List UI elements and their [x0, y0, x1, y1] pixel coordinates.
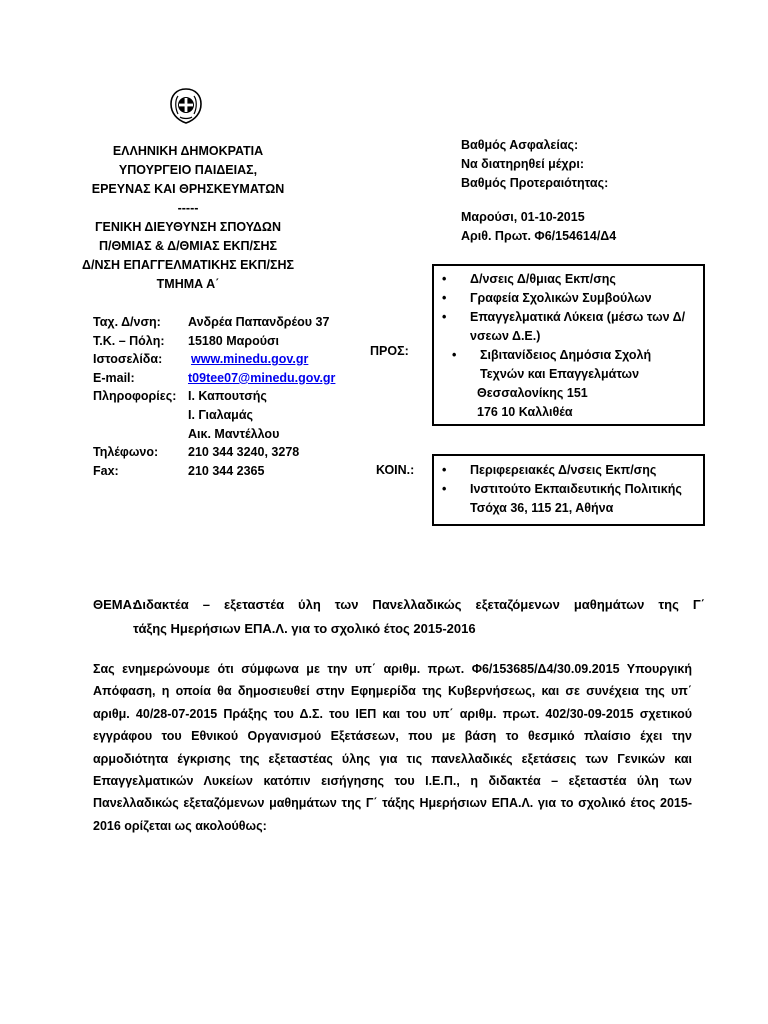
authority-line: Π/ΘΜΙΑΣ & Δ/ΘΜΙΑΣ ΕΚΠ/ΣΗΣ [98, 239, 278, 253]
contact-value: Ι. Καπουτσής [188, 389, 267, 404]
authority-line: ΕΛΛΗΝΙΚΗ ΔΗΜΟΚΡΑΤΙΑ [112, 144, 264, 158]
place-date: Μαρούσι, 01-10-2015 [461, 210, 585, 224]
issuing-authority [60, 142, 316, 294]
greek-coat-of-arms-icon [166, 86, 206, 126]
contact-value: 210 344 3240, 3278 [188, 445, 300, 460]
security-level: Βαθμός Ασφαλείας: [461, 138, 579, 152]
contact-label: Ιστοσελίδα: [93, 352, 163, 367]
contact-label: Τ.Κ. – Πόλη: [93, 333, 165, 348]
contact-label: Ταχ. Δ/νση: [93, 315, 161, 329]
contact-value: Ανδρέα Παπανδρέου 37 [188, 315, 330, 329]
subject-label: ΘΕΜΑ: [93, 597, 137, 612]
contact-value: 15180 Μαρούσι [188, 333, 279, 348]
contact-value: 210 344 2365 [188, 463, 265, 478]
recipients-box [432, 264, 705, 426]
authority-line: ΤΜΗΜΑ Α΄ [156, 277, 220, 291]
cc-label: ΚΟΙΝ.: [376, 463, 415, 477]
bullet-icon: • [442, 310, 447, 324]
contact-value: Αικ. Μαντέλλου [188, 426, 280, 441]
authority-line: ΥΠΟΥΡΓΕΙΟ ΠΑΙΔΕΙΑΣ, [118, 163, 258, 177]
recipient-item: • Γραφεία Σχολικών Συμβούλων [442, 289, 697, 308]
contact-label: Τηλέφωνο: [93, 445, 159, 460]
security-classification [461, 136, 608, 193]
recipient-item: • Δ/νσεις Δ/θμιας Εκπ/σης [442, 270, 697, 289]
contact-value: Ι. Γιαλαμάς [188, 407, 254, 422]
email-link[interactable]: t09tee07@minedu.gov.gr [188, 370, 336, 385]
bullet-icon: • [442, 291, 447, 305]
contact-label: Fax: [93, 463, 119, 478]
bullet-icon: • [442, 482, 447, 496]
authority-line: ΕΡΕΥΝΑΣ ΚΑΙ ΘΡΗΣΚΕΥΜΑΤΩΝ [91, 182, 285, 196]
cc-box [432, 454, 705, 526]
date-protocol [461, 208, 616, 246]
authority-line: ΓΕΝΙΚΗ ΔΙΕΥΘΥΝΣΗ ΣΠΟΥΔΩΝ [95, 220, 281, 234]
recipient-item: • Επαγγελματικά Λύκεια (μέσω των Δ/νσεων Δ.Ε.) [442, 310, 686, 343]
bullet-icon: • [442, 463, 447, 477]
subject-line-2: τάξης Ημερήσιων ΕΠΑ.Λ. για το σχολικό έτος 2015-2016 [133, 621, 476, 636]
subject [93, 593, 705, 641]
priority-level: Βαθμός Προτεραιότητας: [461, 176, 609, 190]
to-label: ΠΡΟΣ: [370, 344, 409, 358]
cc-item: • Περιφερειακές Δ/νσεις Εκπ/σης [442, 461, 697, 480]
protocol-number: Αριθ. Πρωτ. Φ6/154614/Δ4 [461, 229, 617, 243]
authority-line: Δ/ΝΣΗ ΕΠΑΓΓΕΛΜΑΤΙΚΗΣ ΕΚΠ/ΣΗΣ [81, 258, 294, 272]
recipient-item: • Σιβιτανίδειος Δημόσια Σχολή Τεχνών και Επαγγελμάτων [452, 348, 652, 381]
body-paragraph: Σας ενημερώνουμε ότι σύμφωνα με την υπ΄ αριθμ. πρωτ. Φ6/153685/Δ4/30.09.2015 Υπουργική Απόφαση, η οποία θα δημοσιευθεί στην Εφημερίδα της Κυβερνήσεως, και σε συνέχεια της υπ΄ αριθμ. 40/28-07-2015 Πράξης του Δ.Σ. του ΙΕΠ και του υπ΄ αριθμ. πρωτ. 402/30-09-2015 σχετικού εγγράφου του Εθνικού Οργανισμού Εξετάσεων, που με βάση το θεσμικό πλαίσιο έχει την αρμοδιότητα έγκρισης της εξεταστέας ύλης για τις πανελλαδικές εξετάσεις των Γενικών και Επαγγελματικών Λυκείων κατόπιν εισήγησης του Ι.Ε.Π., η διδακτέα – εξεταστέα ύλη των Πανελλαδικώς εξεταζόμενων μαθημάτων της Γ΄ τάξης Ημερήσιων ΕΠΑ.Λ. για το σχολικό έτος 2015-2016 ορίζεται ως ακολούθως: [93, 662, 692, 833]
contact-label: Πληροφορίες: [93, 389, 177, 404]
bullet-icon: • [452, 348, 457, 362]
website-link[interactable]: www.minedu.gov.gr [191, 352, 309, 367]
subject-line-1: Διδακτέα – εξεταστέα ύλη των Πανελλαδικώς εξεταζόμενων μαθημάτων της Γ΄ [133, 597, 705, 612]
retain-until: Να διατηρηθεί μέχρι: [461, 157, 584, 171]
recipient-address: Θεσσαλονίκης 151 176 10 Καλλιθέα [477, 386, 588, 419]
contact-label: E-mail: [93, 370, 135, 385]
authority-line: ----- [177, 201, 199, 215]
bullet-icon: • [442, 272, 447, 286]
cc-item: • Ινστιτούτο Εκπαιδευτικής Πολιτικής Τσόχα 36, 115 21, Αθήνα [442, 482, 682, 515]
